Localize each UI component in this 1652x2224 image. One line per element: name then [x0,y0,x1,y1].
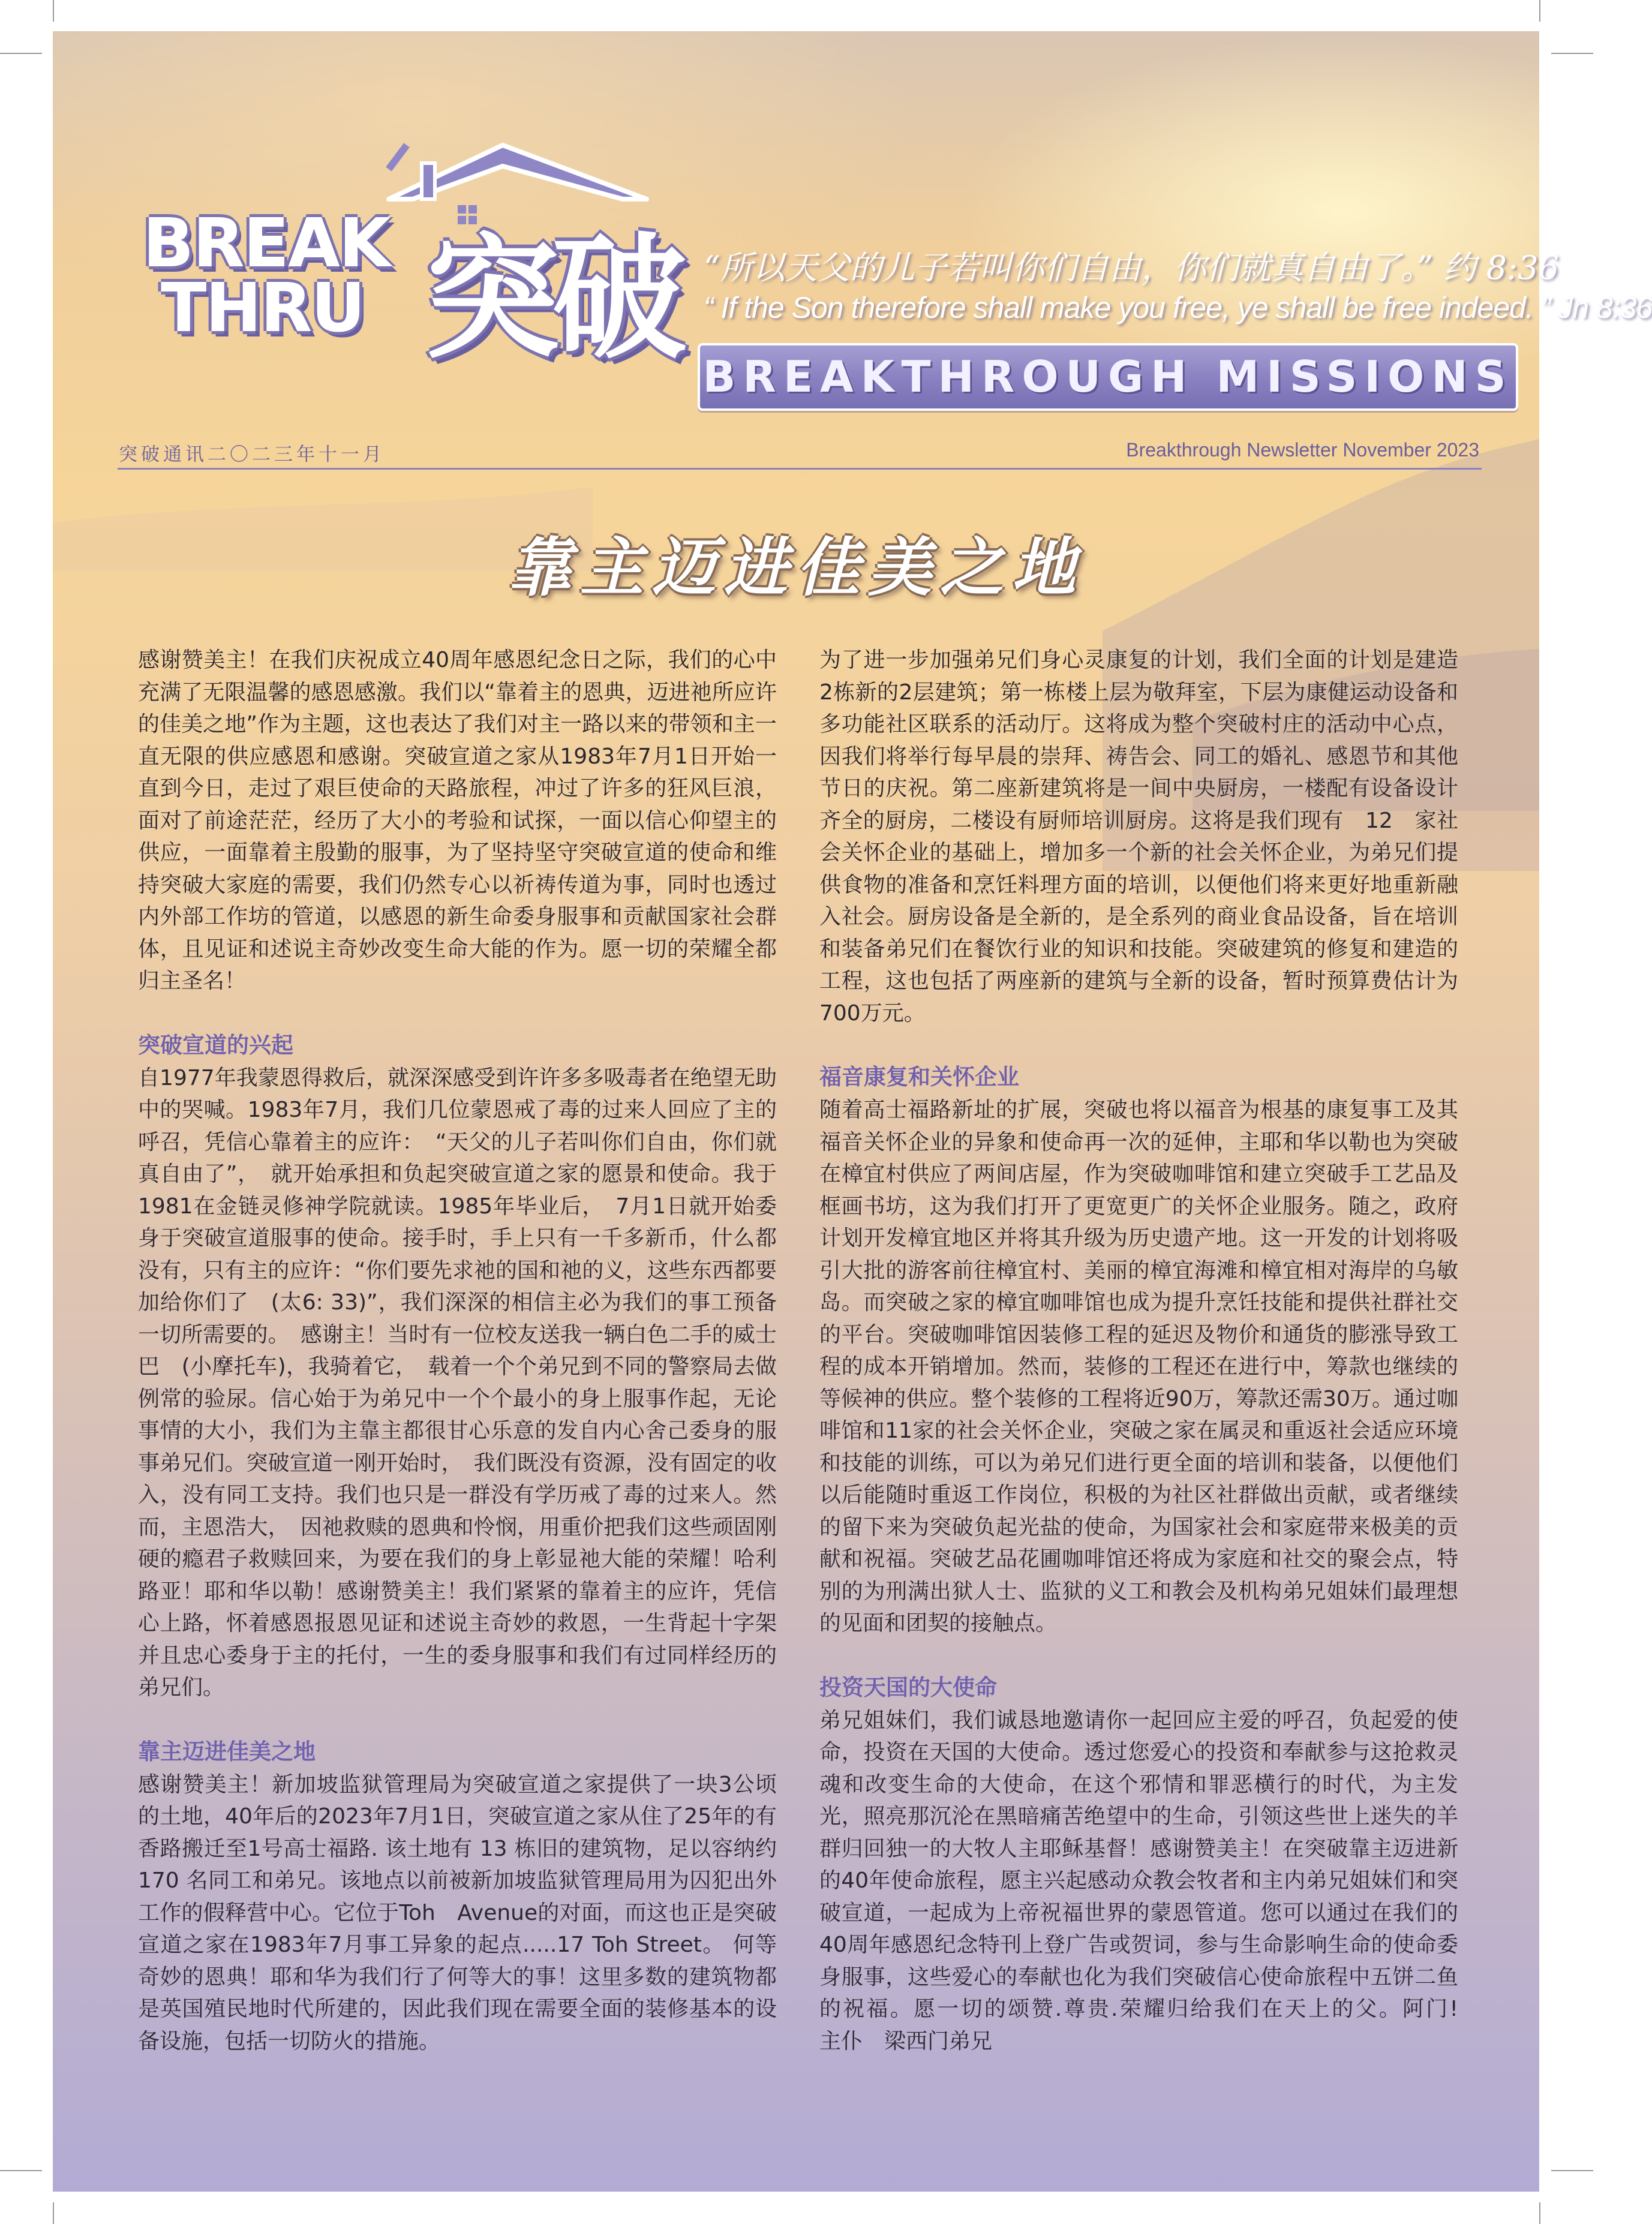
section-paragraph-great-commission: 弟兄姐妹们，我们诚恳地邀请你一起回应主爱的呼召，负起爱的使命，投资在天国的大使命。透过您爱心的投资和奉献参与这抢救灵魂和改变生命的大使命，在这个邪情和罪恶横行的时代，为主发光，照亮那沉沦在黑暗痛苦绝望中的生命，引领这些世上迷失的羊群归回独一的大牧人主耶稣基督！感谢赞美主！在突破靠主迈进新的40年使命旅程，愿主兴起感动众教会牧者和主内弟兄姐妹们和突破宣道，一起成为上帝祝福世界的蒙恩管道。您可以通过在我们的40周年感恩纪念特刊上登广告或贺词，参与生命影响生命的使命委身服事，这些爱心的奉献也化为我们突破信心使命旅程中五饼二鱼的祝福。愿一切的颂赞.尊贵.荣耀归给我们在天上的父。阿门! 主仆 梁西门弟兄 [819,1708,1502,2054]
header-divider [118,468,1482,470]
section-paragraph-rehab-enterprise: 随着高士福路新址的扩展，突破也将以福音为根基的康复事工及其福音关怀企业的异象和使命再一次的延伸，主耶和华以勒也为突破在樟宜村供应了两间店屋，作为突破咖啡馆和建立突破手工艺品及框画书坊，这为我们打开了更宽更广的关怀企业服务。随之，政府计划开发樟宜地区并将其升级为历史遗产地。这一开发的计划将吸引大批的游客前往樟宜村、美丽的樟宜海滩和樟宜相对海岸的乌敏岛。而突破之家的樟宜咖啡馆也成为提升烹饪技能和提供社群社交的平台。突破咖啡馆因装修工程的延迟及物价和通货的膨涨导致工程的成本开销增加。然而，装修的工程还在进行中，筹款也继续的等候神的供应。整个装修的工程将近90万，筹款还需30万。通过咖啡馆和11家的社会关怀企业，突破之家在属灵和重返社会适应环境和技能的训练，可以为弟兄们进行更全面的培训和装备，以便他们以后能随时重返工作岗位，积极的为社区社群做出贡献，或者继续的留下来为突破负起光盐的使命，为国家社会和家庭带来极美的贡献和祝福。突破艺品花圃咖啡馆还将成为家庭和社交的聚会点，特别的为刑满出狱人士、监狱的义工和教会及机构弟兄姐妹们最理想的见面和团契的接触点。 [819,1098,1458,1636]
crop-mark [1551,53,1593,54]
logo-line-2: THRU [161,269,365,347]
breakthrough-missions-banner: BREAKTHROUGH MISSIONS [698,343,1518,411]
issue-date-chinese: 突破通讯二〇二三年十一月 [119,444,385,465]
section-heading-rehab-enterprise: 福音康复和关怀企业 [819,1064,1019,1090]
building-plan-paragraph: 为了进一步加强弟兄们身心灵康复的计划，我们全面的计划是建造2栋新的2层建筑；第一栋楼上层为敬拜室，下层为康健运动设备和多功能社区联系的活动厅。这将成为整个突破村庄的活动中心点，因我们将举行每早晨的崇拜、祷告会、同工的婚礼、感恩节和其他节日的庆祝。第二座新建筑将是一间中央厨房，一楼配有设备设计齐全的厨房，二楼设有厨师培训厨房。这将是我们现有 12 家社会关怀企业的基础上，增加多一个新的社会关怀企业，为弟兄们提供食物的准备和烹饪料理方面的培训，以便他们将来更好地重新融入社会。厨房设备是全新的，是全系列的商业食品设备，旨在培训和装备弟兄们在餐饮行业的知识和技能。突破建筑的修复和建造的工程，这也包括了两座新的建筑与全新的设备，暂时预算费估计为700万元。 [819,648,1458,1026]
logo-breakthrough-chinese: 突破 [425,219,679,377]
section-heading-great-commission: 投资天国的大使命 [819,1674,997,1700]
right-column [819,644,1502,2057]
crop-mark [0,2170,42,2171]
issue-date-english: Breakthrough Newsletter November 2023 [1126,439,1479,461]
newsletter-page [53,31,1652,2192]
crop-mark [1551,2170,1593,2171]
section-heading-rise: 突破宣道的兴起 [138,1032,293,1058]
section-paragraph-promised-land: 感谢赞美主！新加坡监狱管理局为突破宣道之家提供了一块3公顷的土地，40年后的2023年7月1日，突破宣道之家从住了25年的有香路搬迁至1号高士福路. 该土地有 13 栋旧的建筑物，足以容纳约 170 名同工和弟兄。该地点以前被新加坡监狱管理局用为囚犯出外工作的假释营中心。它位于Toh Avenue的对面，而这也正是突破宣道之家在1983年7月事工异象的起点.....17 Toh Street。 何等奇妙的恩典！耶和华为我们行了何等大的事！这里多数的建筑物都是英国殖民地时代所建的，因此我们现在需要全面的装修基本的设备设施，包括一切防火的措施。 [138,1772,777,2054]
section-paragraph-rise: 自1977年我蒙恩得救后，就深深感受到许许多多吸毒者在绝望无助中的哭喊。1983年7月，我们几位蒙恩戒了毒的过来人回应了主的呼召，凭信心靠着主的应许： “天父的儿子若叫你们自由，你们就真自由了”， 就开始承担和负起突破宣道之家的愿景和使命。我于1981在金链灵修神学院就读。1985年毕业后， 7月1日就开始委身于突破宣道服事的使命。接手时，手上只有一千多新币，什么都没有，只有主的应许：“你们要先求祂的国和祂的义，这些东西都要加给你们了 (太6: 33)”，我们深深的相信主必为我们的事工预备一切所需要的。 感谢主！当时有一位校友送我一辆白色二手的威士巴 (小摩托车)，我骑着它， 载着一个个弟兄到不同的警察局去做例常的验尿。信心始于为弟兄中一个个最小的身上服事作起，无论事情的大小，我们为主靠主都很甘心乐意的发自内心舍己委身的服事弟兄们。突破宣道一刚开始时， 我们既没有资源，没有固定的收入，没有同工支持。我们也只是一群没有学历戒了毒的过来人。然而，主恩浩大， 因祂救赎的恩典和怜悯，用重价把我们这些顽固刚硬的瘾君子救赎回来，为要在我们的身上彰显祂大能的荣耀！哈利路亚！耶和华以勒！感谢赞美主！我们紧紧的靠着主的应许，凭信心上路，怀着感恩报恩见证和述说主奇妙的救恩，一生背起十字架并且忠心委身于主的托付，一生的委身服事和我们有过同样经历的弟兄们。 [138,1065,777,1700]
logo-line-1: BREAK [143,205,390,282]
intro-paragraph: 感谢赞美主！在我们庆祝成立40周年感恩纪念日之际，我们的心中充满了无限温馨的感恩感激。我们以“靠着主的恩典，迈进祂所应许的佳美之地”作为主题，这也表达了我们对主一路以来的带领和主一直无限的供应感恩和感谢。突破宣道之家从1983年7月1日开始一直到今日，走过了艰巨使命的天路旅程，冲过了许多的狂风巨浪，面对了前途茫茫，经历了大小的考验和试探，一面以信心仰望主的供应，一面靠着主殷勤的服事，为了坚持坚守突破宣道的使命和维持突破大家庭的需要，我们仍然专心以祈祷传道为事，同时也透过内外部工作坊的管道，以感恩的新生命委身服事和贡献国家社会群体，且见证和述说主奇妙改变生命大能的作为。愿一切的荣耀全都归主圣名！ [138,648,777,993]
crop-mark [53,2202,54,2224]
section-heading-promised-land: 靠主迈进佳美之地 [138,1738,316,1765]
page-title: 靠主迈进佳美之地 [508,530,1084,605]
logo-breakthrough-english [143,205,431,391]
crop-mark [0,53,42,54]
crop-mark [1539,2202,1540,2224]
left-column [138,644,777,2057]
crop-mark [53,0,54,22]
verse-chinese: “所以天父的儿子若叫你们自由，你们就真自由了。” 约 8:36 [704,249,1559,287]
crop-mark [1539,0,1540,22]
verse-english: “ If the Son therefore shall make you free, ye shall be free indeed. ” Jn 8:36 [704,291,1652,324]
